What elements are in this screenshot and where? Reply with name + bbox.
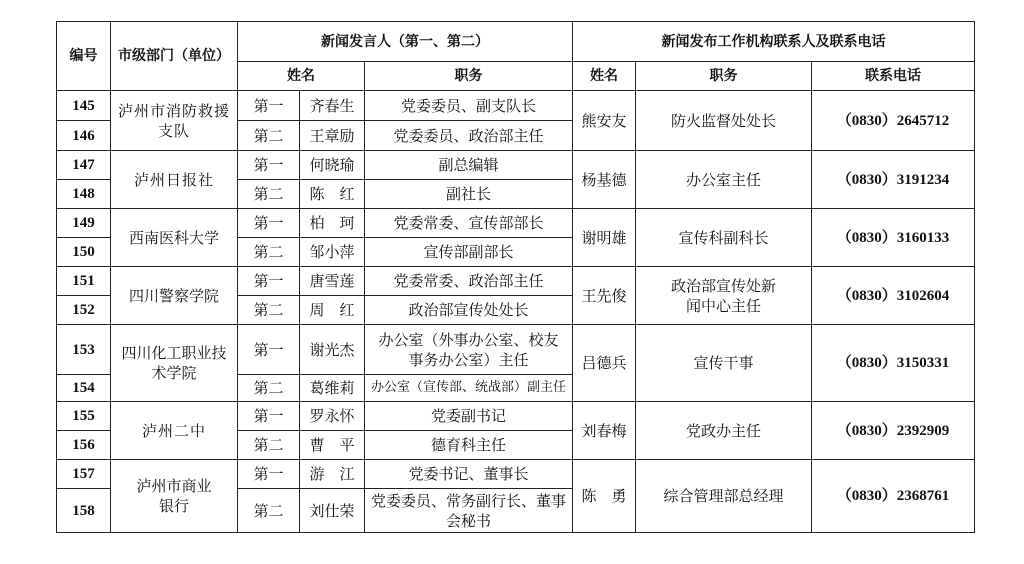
header-no: 编号 bbox=[57, 22, 111, 91]
contact-name-cell: 熊安友 bbox=[573, 91, 636, 151]
row-number: 146 bbox=[57, 121, 111, 151]
header-dept: 市级部门（单位） bbox=[111, 22, 238, 91]
dept-cell: 四川警察学院 bbox=[111, 267, 238, 325]
contact-position-cell: 防火监督处处长 bbox=[636, 91, 812, 151]
header-phone: 联系电话 bbox=[812, 62, 975, 91]
row-number: 153 bbox=[57, 325, 111, 375]
header-contact-position: 职务 bbox=[636, 62, 812, 91]
position-cell: 党委常委、宣传部部长 bbox=[365, 209, 573, 238]
contact-position-cell: 宣传科副科长 bbox=[636, 209, 812, 267]
dept-cell: 泸州市消防救援支队 bbox=[111, 91, 238, 151]
row-number: 157 bbox=[57, 460, 111, 489]
rank-cell: 第一 bbox=[238, 209, 300, 238]
contact-name-cell: 刘春梅 bbox=[573, 402, 636, 460]
position-cell: 宣传部副部长 bbox=[365, 238, 573, 267]
name-cell: 游 江 bbox=[300, 460, 365, 489]
contact-name-cell: 王先俊 bbox=[573, 267, 636, 325]
row-number: 145 bbox=[57, 91, 111, 121]
name-cell: 刘仕荣 bbox=[300, 489, 365, 533]
row-number: 154 bbox=[57, 375, 111, 402]
header-contact-group: 新闻发布工作机构联系人及联系电话 bbox=[573, 22, 975, 62]
row-number: 149 bbox=[57, 209, 111, 238]
contact-name-cell: 谢明雄 bbox=[573, 209, 636, 267]
phone-cell: （0830）2645712 bbox=[812, 91, 975, 151]
position-cell: 党委书记、董事长 bbox=[365, 460, 573, 489]
row-number: 148 bbox=[57, 180, 111, 209]
row-number: 156 bbox=[57, 431, 111, 460]
rank-cell: 第二 bbox=[238, 121, 300, 151]
phone-cell: （0830）3160133 bbox=[812, 209, 975, 267]
table-row bbox=[57, 325, 975, 375]
contact-name-cell: 吕德兵 bbox=[573, 325, 636, 402]
name-cell: 邹小萍 bbox=[300, 238, 365, 267]
name-cell: 齐春生 bbox=[300, 91, 365, 121]
dept-cell: 西南医科大学 bbox=[111, 209, 238, 267]
table-row bbox=[57, 209, 975, 238]
rank-cell: 第一 bbox=[238, 91, 300, 121]
table-row bbox=[57, 402, 975, 431]
position-cell: 德育科主任 bbox=[365, 431, 573, 460]
position-cell: 办公室（宣传部、统战部）副主任 bbox=[365, 375, 573, 402]
contact-position-cell: 综合管理部总经理 bbox=[636, 460, 812, 533]
rank-cell: 第一 bbox=[238, 402, 300, 431]
name-cell: 陈 红 bbox=[300, 180, 365, 209]
dept-cell: 四川化工职业技术学院 bbox=[111, 325, 238, 402]
contact-name-cell: 杨基德 bbox=[573, 151, 636, 209]
phone-cell: （0830）3191234 bbox=[812, 151, 975, 209]
dept-cell: 泸州日报社 bbox=[111, 151, 238, 209]
phone-cell: （0830）3102604 bbox=[812, 267, 975, 325]
rank-cell: 第一 bbox=[238, 325, 300, 375]
position-cell: 政治部宣传处处长 bbox=[365, 296, 573, 325]
phone-cell: （0830）2392909 bbox=[812, 402, 975, 460]
position-cell: 党委常委、政治部主任 bbox=[365, 267, 573, 296]
position-cell: 党委委员、常务副行长、董事会秘书 bbox=[365, 489, 573, 533]
name-cell: 罗永怀 bbox=[300, 402, 365, 431]
rank-cell: 第二 bbox=[238, 238, 300, 267]
header-spokesperson-group: 新闻发言人（第一、第二） bbox=[238, 22, 573, 62]
name-cell: 唐雪莲 bbox=[300, 267, 365, 296]
contact-name-cell: 陈 勇 bbox=[573, 460, 636, 533]
row-number: 155 bbox=[57, 402, 111, 431]
contact-position-cell: 宣传干事 bbox=[636, 325, 812, 402]
name-cell: 葛维莉 bbox=[300, 375, 365, 402]
contact-position-cell: 党政办主任 bbox=[636, 402, 812, 460]
rank-cell: 第二 bbox=[238, 180, 300, 209]
rank-cell: 第一 bbox=[238, 151, 300, 180]
position-cell: 办公室（外事办公室、校友事务办公室）主任 bbox=[365, 325, 573, 375]
table-row bbox=[57, 91, 975, 121]
row-number: 158 bbox=[57, 489, 111, 533]
table-row bbox=[57, 267, 975, 296]
position-cell: 副社长 bbox=[365, 180, 573, 209]
rank-cell: 第二 bbox=[238, 431, 300, 460]
dept-cell: 泸州二中 bbox=[111, 402, 238, 460]
contact-position-cell: 政治部宣传处新闻中心主任 bbox=[636, 267, 812, 325]
header-name: 姓名 bbox=[238, 62, 365, 91]
header-contact-name: 姓名 bbox=[573, 62, 636, 91]
row-number: 147 bbox=[57, 151, 111, 180]
table-row bbox=[57, 151, 975, 180]
name-cell: 周 红 bbox=[300, 296, 365, 325]
name-cell: 曹 平 bbox=[300, 431, 365, 460]
rank-cell: 第二 bbox=[238, 489, 300, 533]
name-cell: 谢光杰 bbox=[300, 325, 365, 375]
rank-cell: 第一 bbox=[238, 267, 300, 296]
name-cell: 何晓瑜 bbox=[300, 151, 365, 180]
phone-cell: （0830）2368761 bbox=[812, 460, 975, 533]
phone-cell: （0830）3150331 bbox=[812, 325, 975, 402]
spokesperson-table bbox=[56, 21, 975, 533]
name-cell: 王章励 bbox=[300, 121, 365, 151]
row-number: 152 bbox=[57, 296, 111, 325]
header-position: 职务 bbox=[365, 62, 573, 91]
position-cell: 党委委员、政治部主任 bbox=[365, 121, 573, 151]
rank-cell: 第二 bbox=[238, 296, 300, 325]
table-row bbox=[57, 460, 975, 489]
contact-position-cell: 办公室主任 bbox=[636, 151, 812, 209]
dept-cell: 泸州市商业银行 bbox=[111, 460, 238, 533]
row-number: 150 bbox=[57, 238, 111, 267]
rank-cell: 第二 bbox=[238, 375, 300, 402]
position-cell: 副总编辑 bbox=[365, 151, 573, 180]
rank-cell: 第一 bbox=[238, 460, 300, 489]
position-cell: 党委委员、副支队长 bbox=[365, 91, 573, 121]
name-cell: 柏 珂 bbox=[300, 209, 365, 238]
row-number: 151 bbox=[57, 267, 111, 296]
position-cell: 党委副书记 bbox=[365, 402, 573, 431]
